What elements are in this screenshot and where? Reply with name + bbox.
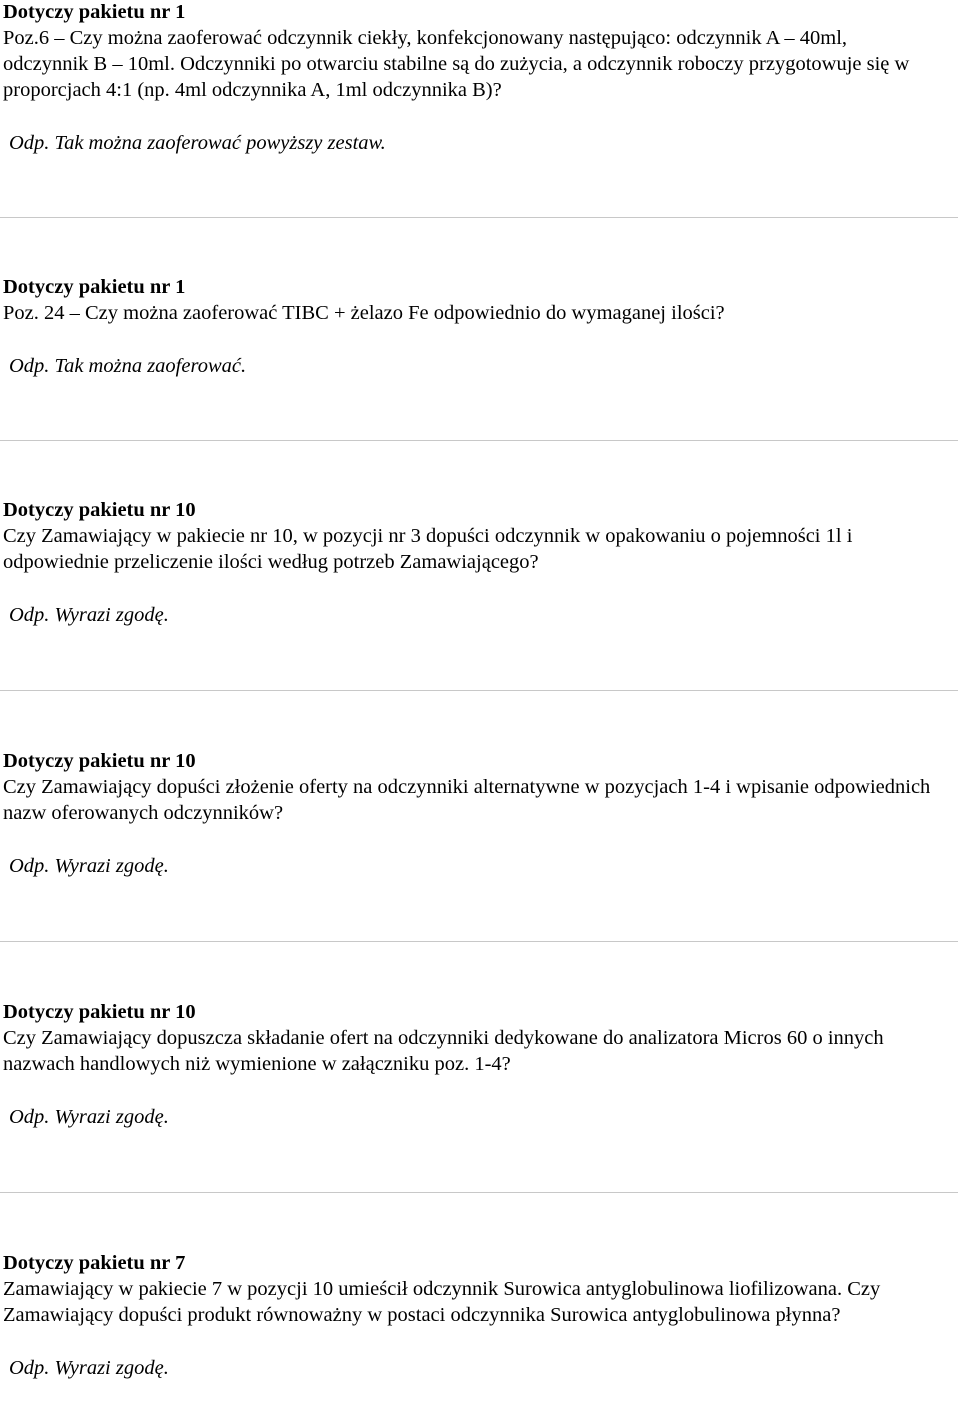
entry-question: Poz. 24 – Czy można zaoferować TIBC + żelazo Fe odpowiednio do wymaganej ilości? bbox=[3, 302, 725, 324]
qa-entry-3 bbox=[3, 497, 957, 628]
entry-heading: Dotyczy pakietu nr 1 bbox=[3, 276, 186, 298]
qa-entry-4 bbox=[3, 748, 957, 879]
entry-answer: Odp. Wyrazi zgodę. bbox=[9, 604, 169, 626]
entry-question: Czy Zamawiający dopuści złożenie oferty na odczynniki alternatywne w pozycjach 1-4 i wpisanie odpowiednich nazw oferowanych odczynników? bbox=[3, 776, 931, 824]
separator-line bbox=[0, 217, 958, 218]
separator-line bbox=[0, 1192, 958, 1193]
entry-answer: Odp. Wyrazi zgodę. bbox=[9, 855, 169, 877]
entry-question: Czy Zamawiający w pakiecie nr 10, w pozycji nr 3 dopuści odczynnik w opakowaniu o pojemności 1l i odpowiednie przeliczenie ilości według potrzeb Zamawiającego? bbox=[3, 525, 853, 573]
qa-entry-2 bbox=[3, 274, 957, 379]
entry-answer: Odp. Tak można zaoferować powyższy zestaw. bbox=[9, 132, 386, 154]
entry-question: Zamawiający w pakiecie 7 w pozycji 10 umieścił odczynnik Surowica antyglobulinowa liofilizowana. Czy Zamawiający dopuści produkt równoważny w postaci odczynnika Surowica antyglobulinowa płynna? bbox=[3, 1278, 881, 1326]
entry-answer: Odp. Wyrazi zgodę. bbox=[9, 1106, 169, 1128]
qa-entry-1 bbox=[3, 0, 957, 156]
entry-answer: Odp. Tak można zaoferować. bbox=[9, 355, 247, 377]
qa-entry-6 bbox=[3, 1250, 957, 1381]
entry-heading: Dotyczy pakietu nr 1 bbox=[3, 1, 186, 23]
qa-entry-5 bbox=[3, 999, 957, 1130]
separator-line bbox=[0, 941, 958, 942]
entry-heading: Dotyczy pakietu nr 10 bbox=[3, 1001, 196, 1023]
entry-heading: Dotyczy pakietu nr 10 bbox=[3, 750, 196, 772]
entry-question: Czy Zamawiający dopuszcza składanie ofert na odczynniki dedykowane do analizatora Micros 60 o innych nazwach handlowych niż wymienione w załączniku poz. 1-4? bbox=[3, 1027, 884, 1075]
separator-line bbox=[0, 440, 958, 441]
entry-heading: Dotyczy pakietu nr 7 bbox=[3, 1252, 186, 1274]
entry-answer: Odp. Wyrazi zgodę. bbox=[9, 1357, 169, 1379]
separator-line bbox=[0, 690, 958, 691]
entry-heading: Dotyczy pakietu nr 10 bbox=[3, 499, 196, 521]
entry-question: Poz.6 – Czy można zaoferować odczynnik ciekły, konfekcjonowany następująco: odczynnik A – 40ml, odczynnik B – 10ml. Odczynniki po otwarciu stabilne są do zużycia, a odczynnik roboczy przygotowuje się w proporcjach 4:1 (np. 4ml odczynnika A, 1ml odczynnika B)? bbox=[3, 27, 910, 101]
